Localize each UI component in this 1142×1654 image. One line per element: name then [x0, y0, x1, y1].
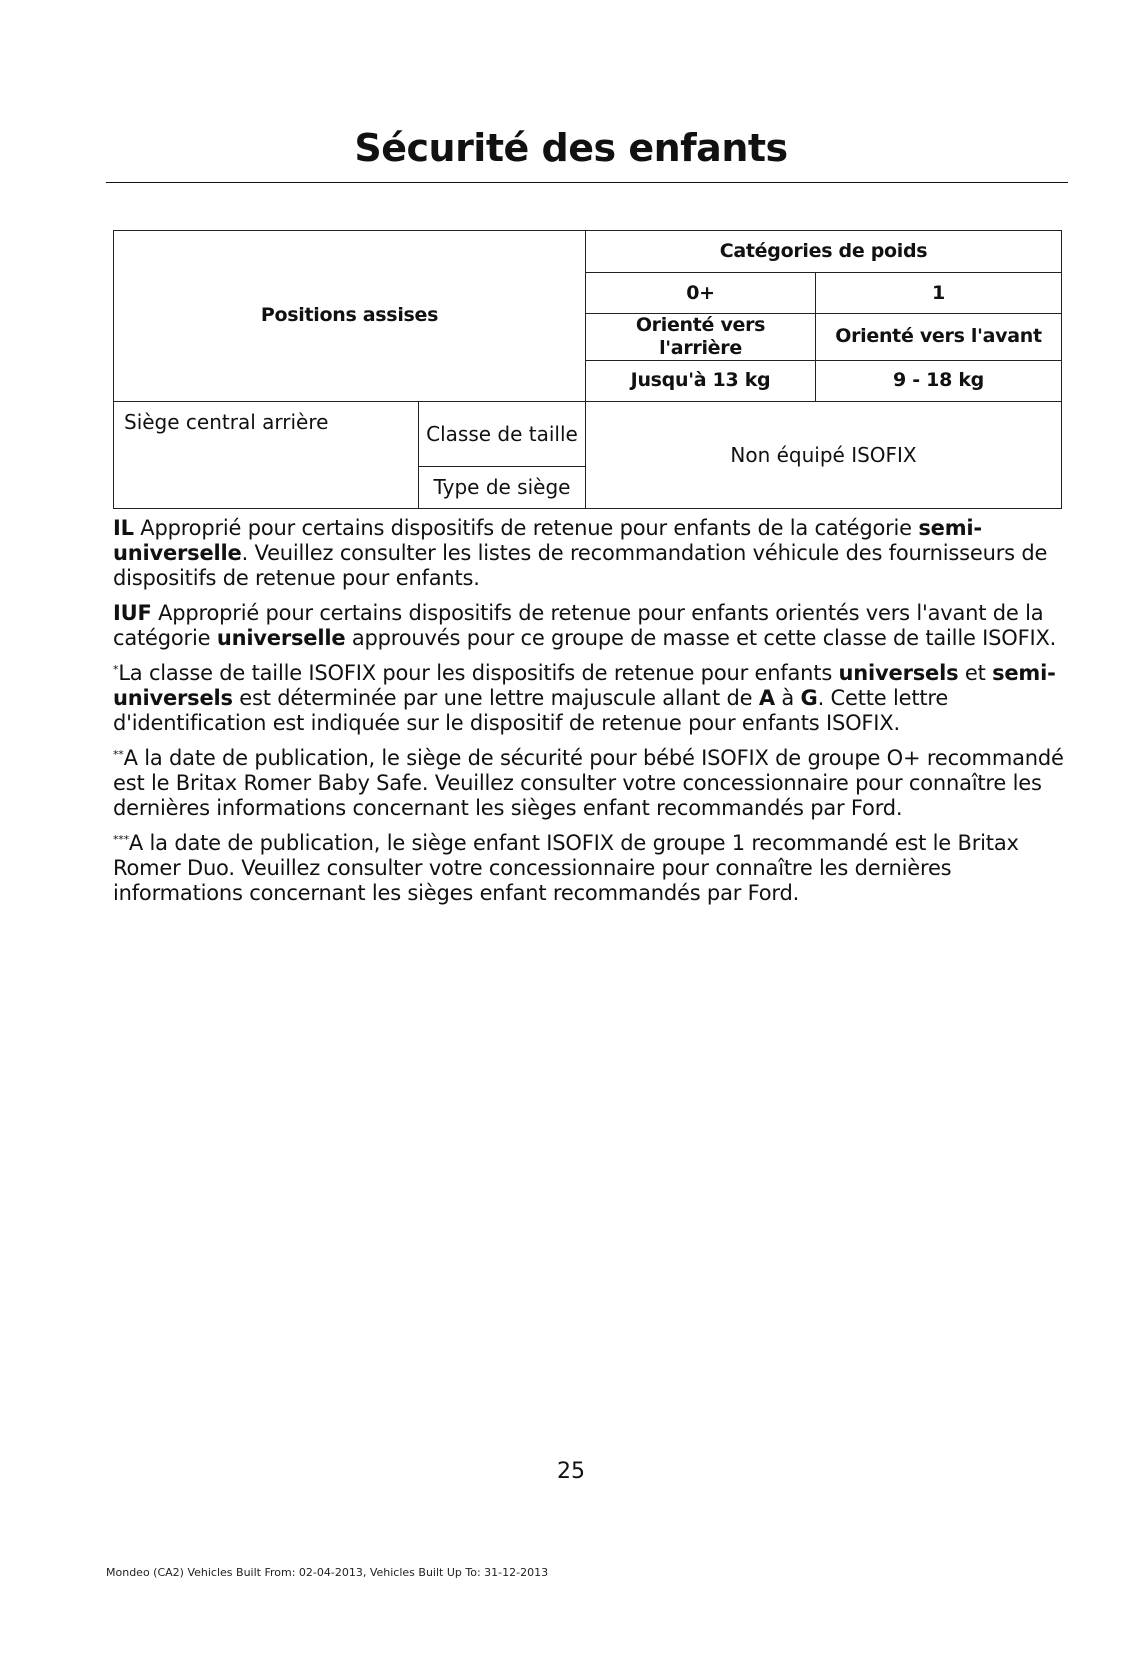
weight-categories-header: Catégories de poids	[586, 231, 1062, 273]
note-baby-safe: **A la date de publication, le siège de sécurité pour bébé ISOFIX de groupe O+ recommandé est le Britax Romer Baby Safe. Veuillez consulter votre concessionnaire pour connaître les dernières informations concernant les sièges enfant recommandés par Ford.	[113, 746, 1064, 820]
weight-range-1-cell: 9 - 18 kg	[816, 360, 1062, 401]
page-title: Sécurité des enfants	[354, 126, 788, 170]
note-iuf: IUF Approprié pour certains dispositifs de retenue pour enfants orientés vers l'avant de la catégorie universelle approuvés pour ce groupe de masse et cette classe de taille ISOFIX.	[113, 601, 1057, 650]
size-class-cell: Classe de taille	[419, 401, 586, 466]
weight-range-0plus-cell: Jusqu'à 13 kg	[586, 360, 816, 401]
group-1-cell: 1	[816, 273, 1062, 314]
note-il-code: IL	[113, 516, 134, 540]
seat-position-cell: Siège central arrière	[114, 401, 419, 508]
title-divider	[106, 182, 1068, 183]
footnote-marker: ***	[113, 833, 129, 846]
group-0plus-cell: 0+	[586, 273, 816, 314]
note-duo: ***A la date de publication, le siège enfant ISOFIX de groupe 1 recommandé est le Britax Romer Duo. Veuillez consulter votre concessionnaire pour connaître les dernières informations concernant les sièges enfant recommandés par Ford.	[113, 831, 1019, 905]
footnotes	[113, 516, 1069, 916]
footer-text: Mondeo (CA2) Vehicles Built From: 02-04-2013, Vehicles Built Up To: 31-12-2013	[106, 1566, 549, 1579]
footnote-marker: **	[113, 748, 124, 761]
isofix-table	[113, 230, 1062, 509]
orientation-rear-cell: Orienté vers l'arrière	[586, 314, 816, 361]
isofix-status-cell: Non équipé ISOFIX	[586, 401, 1062, 508]
page-number: 25	[557, 1459, 585, 1484]
note-size-class: *La classe de taille ISOFIX pour les dispositifs de retenue pour enfants universels et semi-universels est déterminée par une lettre majuscule allant de A à G. Cette lettre d'identification est indiquée sur le dispositif de retenue pour enfants ISOFIX.	[113, 661, 1056, 735]
orientation-front-cell: Orienté vers l'avant	[816, 314, 1062, 361]
note-il: IL Approprié pour certains dispositifs de retenue pour enfants de la catégorie semi-universelle. Veuillez consulter les listes de recommandation véhicule des fournisseurs de dispositifs de retenue pour enfants.	[113, 516, 1048, 590]
footnote-marker: *	[113, 663, 119, 676]
note-iuf-code: IUF	[113, 601, 152, 625]
positions-header: Positions assises	[114, 231, 586, 402]
seat-type-cell: Type de siège	[419, 466, 586, 508]
